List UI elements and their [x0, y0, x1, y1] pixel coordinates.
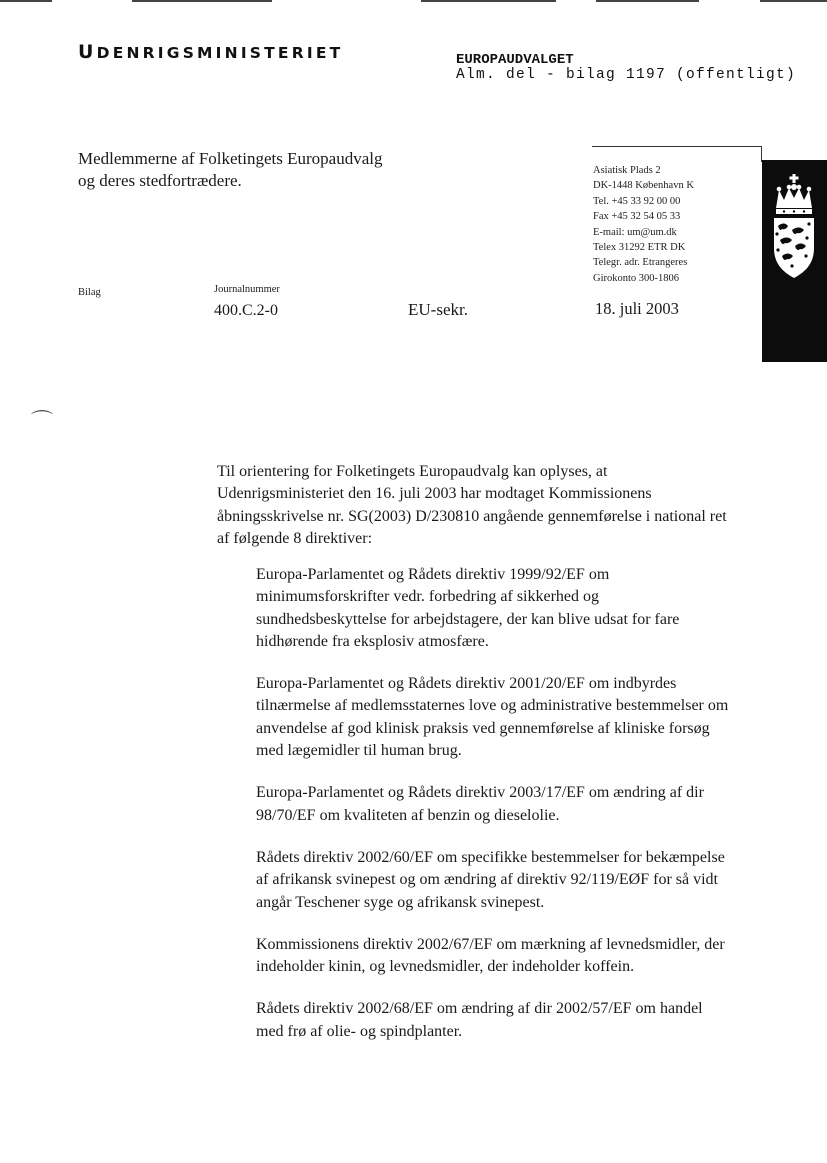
address-line: Tel. +45 33 92 00 00: [593, 195, 681, 207]
recipient-line: og deres stedfortrædere.: [78, 171, 242, 190]
address-line: Telegr. adr. Etrangeres: [593, 257, 688, 269]
ministry-name: UDENRIGSMINISTERIET: [78, 41, 344, 63]
directive-item: Rådets direktiv 2002/68/EF om ændring af dir 2002/57/EF om handel med frø af olie- og spindplanter.: [256, 1000, 703, 1040]
office-reference: EU-sekr.: [408, 300, 468, 319]
address-line: Asiatisk Plads 2: [593, 165, 661, 176]
directive-list: [256, 564, 732, 1063]
address-line: E-mail: um@um.dk: [593, 226, 677, 238]
scan-edge-rule: [596, 0, 699, 2]
address-line: Girokonto 300-1806: [593, 272, 680, 284]
crest-icon: [762, 160, 827, 362]
directive-item: Europa-Parlamentet og Rådets direktiv 1999/92/EF om minimumsforskrifter vedr. forbedring af sikkerhed og sundhedsbeskyttelse for arbejdstagere, der kan blive udsat for fare hidhørende fra eksplosiv atmosfære.: [256, 566, 680, 650]
scan-edge-rule: [0, 0, 52, 2]
committee-stamp-reference: Alm. del - bilag 1197 (offentligt): [456, 67, 797, 83]
directive-item: Europa-Parlamentet og Rådets direktiv 2003/17/EF om ændring af dir 98/70/EF om kvaliteten af benzin og dieselolie.: [256, 784, 704, 824]
intro-paragraph: Til orientering for Folketingets Europaudvalg kan oplyses, at Udenrigsministeriet den 16. juli 2003 har modtaget Kommissionens åbningsskrivelse nr. SG(2003) D/230810 angående gennemførelse i national ret af følgende 8 direktiver:: [217, 463, 727, 547]
address-line: Telex 31292 ETR DK: [593, 242, 686, 254]
margin-mark: ⌒: [31, 409, 54, 434]
scan-edge-rule: [421, 0, 556, 2]
crest-panel: [762, 160, 827, 362]
ministry-address: [593, 163, 694, 286]
bilag-label: Bilag: [78, 287, 101, 298]
committee-stamp-title: EUROPAUDVALGET: [456, 52, 574, 68]
scan-edge-rule: [760, 0, 827, 2]
address-line: DK-1448 København K: [593, 180, 694, 192]
letter-date: 18. juli 2003: [595, 299, 679, 318]
directive-item: Kommissionens direktiv 2002/67/EF om mærkning af levnedsmidler, der indeholder kinin, og levnedsmidler, der indeholder koffein.: [256, 935, 725, 976]
directive-item: Rådets direktiv 2002/60/EF om specifikke bestemmelser for bekæmpelse af afrikansk svinepest og om ændring af direktiv 92/119/EØF for så vidt angår Teschener syge og afrikansk svinepest.: [256, 848, 725, 911]
address-line: Fax +45 32 54 05 33: [593, 211, 681, 223]
journal-number-label: Journalnummer: [214, 284, 280, 295]
address-rule: [592, 146, 762, 147]
journal-number: 400.C.2-0: [214, 302, 278, 319]
directive-item: Europa-Parlamentet og Rådets direktiv 2001/20/EF om indbyrdes tilnærmelse af medlemsstaternes love og administrative bestemmelser om anvendelse af god klinisk praksis ved gennemførelse af kliniske forsøg med lægemidler til human brug.: [256, 675, 729, 760]
recipient-block: [78, 148, 383, 192]
scan-edge-rule: [132, 0, 272, 2]
recipient-line: Medlemmerne af Folketingets Europaudvalg: [78, 149, 383, 168]
